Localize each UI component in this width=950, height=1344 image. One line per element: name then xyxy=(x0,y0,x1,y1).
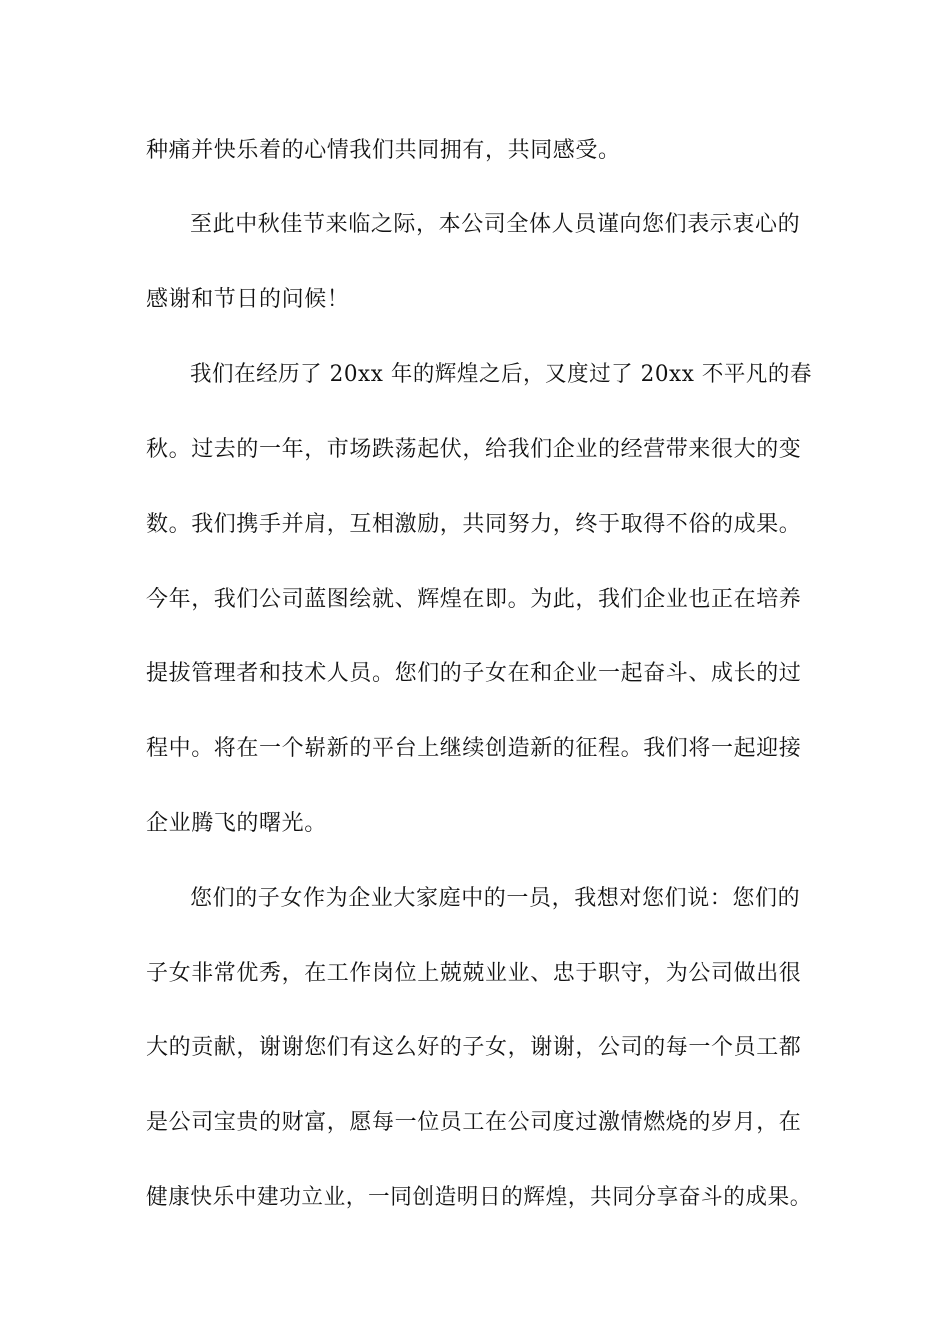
text-line: 健康快乐中建功立业，一同创造明日的辉煌，共同分享奋斗的成果。 xyxy=(146,1185,813,1210)
paragraph-start-line: 您们的子女作为企业大家庭中的一员，我想对您们说：您们的 xyxy=(190,886,801,911)
text-line: 数。我们携手并肩，互相激励，共同努力，终于取得不俗的成果。 xyxy=(146,512,802,537)
text-line: 种痛并快乐着的心情我们共同拥有，共同感受。 xyxy=(146,138,621,163)
text-line: 提拔管理者和技术人员。您们的子女在和企业一起奋斗、成长的过 xyxy=(146,661,802,686)
text-line: 企业腾飞的曙光。 xyxy=(146,811,327,836)
text-line: 程中。将在一个崭新的平台上继续创造新的征程。我们将一起迎接 xyxy=(146,736,802,761)
text-line: 是公司宝贵的财富，愿每一位员工在公司度过激情燃烧的岁月，在 xyxy=(146,1110,802,1135)
text-line: 今年，我们公司蓝图绘就、辉煌在即。为此，我们企业也正在培养 xyxy=(146,587,802,612)
text-line: 子女非常优秀，在工作岗位上兢兢业业、忠于职守，为公司做出很 xyxy=(146,961,802,986)
paragraph-start-line: 至此中秋佳节来临之际，本公司全体人员谨向您们表示衷心的 xyxy=(190,212,801,237)
paragraph-start-line: 我们在经历了 20xx 年的辉煌之后，又度过了 20xx 不平凡的春 xyxy=(190,362,812,387)
text-line: 秋。过去的一年，市场跌荡起伏，给我们企业的经营带来很大的变 xyxy=(146,437,802,462)
text-line: 感谢和节日的问候！ xyxy=(146,287,350,312)
text-line: 大的贡献，谢谢您们有这么好的子女，谢谢，公司的每一个员工都 xyxy=(146,1035,802,1060)
